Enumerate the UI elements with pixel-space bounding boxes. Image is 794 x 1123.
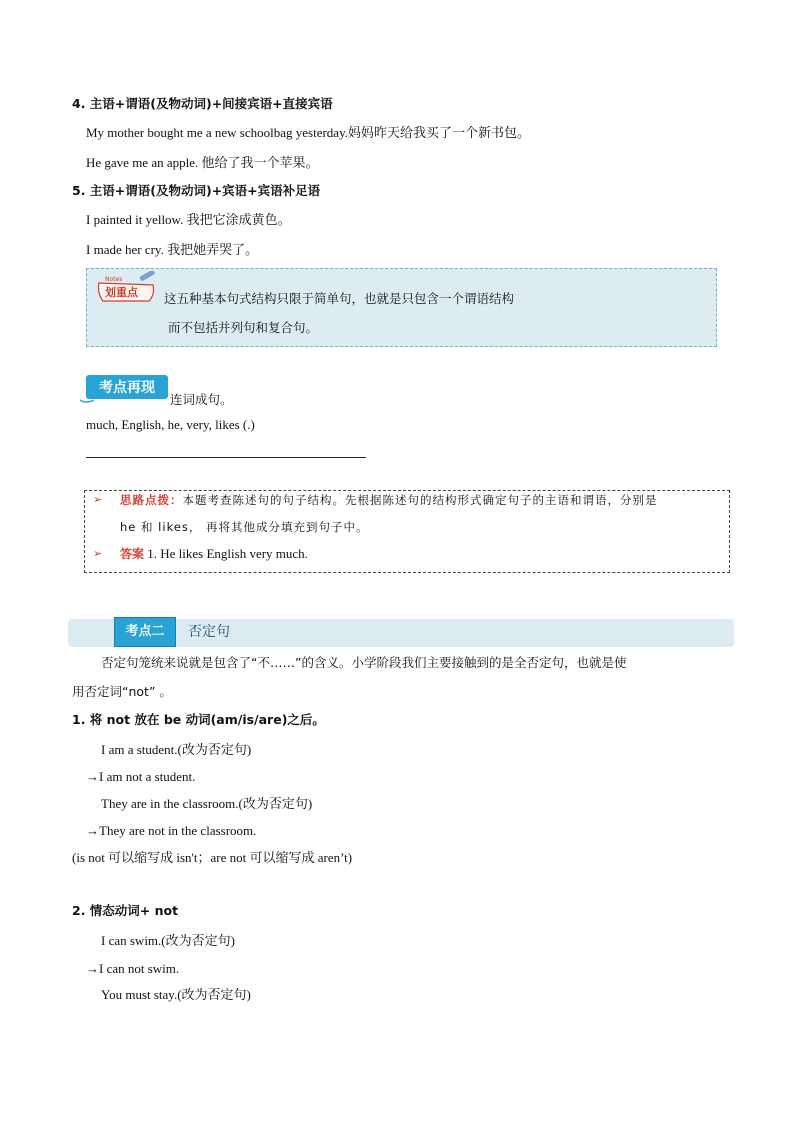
key-note-line-1: 这五种基本句式结构只限于简单句，也就是只包含一个谓语结构 (164, 291, 515, 306)
hint-line-1 (120, 492, 658, 508)
pattern5-example-2: I made her cry. 我把她弄哭了。 (86, 242, 259, 257)
rule1-answer-2: →They are not in the classroom. (86, 823, 257, 838)
rule1-note: (is not 可以缩写成 isn't；are not 可以缩写成 aren’t) (72, 850, 353, 865)
pattern4-example-2: He gave me an apple. 他给了我一个苹果。 (86, 155, 319, 170)
section-intro-1: 否定句笼统来说就是包含了“不……”的含义。小学阶段我们主要接触到的是全否定句，也就是使 (101, 655, 627, 670)
exercise-instruction: 连词成句。 (170, 392, 233, 407)
rule1-example-1: I am a student.(改为否定句) (101, 742, 252, 757)
rule2-answer-1: →I can not swim. (86, 961, 180, 976)
key-point-badge-small-text: Notes (105, 276, 123, 283)
answer-text: 1. He likes English very much. (147, 546, 308, 561)
rule2-example-2: You must stay.(改为否定句) (101, 987, 251, 1002)
key-point-badge-label: 划重点 (105, 286, 138, 299)
rule2-example-1: I can swim.(改为否定句) (101, 933, 235, 948)
hint-text-1: 本题考查陈述句的句子结构。先根据陈述句的结构形式确定句子的主语和谓语，分别是 (182, 493, 658, 507)
answer-label: 答案 (120, 547, 145, 561)
section-tag: 考点二 (114, 617, 176, 647)
exam-point-badge-label: 考点再现 (99, 380, 155, 396)
pattern4-heading: 4. 主语+谓语(及物动词)+间接宾语+直接宾语 (72, 96, 333, 111)
exercise-words: much, English, he, very, likes (.) (86, 417, 255, 432)
exam-point-badge-icon (78, 374, 170, 404)
rule1-heading: 1. 将 not 放在 be 动词(am/is/are)之后。 (72, 712, 325, 727)
answer-blank-line (86, 457, 366, 458)
answer-line (120, 545, 308, 563)
hint-text-2: he 和 likes， 再将其他成分填充到句子中。 (120, 520, 369, 534)
key-note-line-2: 而不包括并列句和复合句。 (168, 320, 319, 335)
answer-marker-icon: ➢ (93, 548, 103, 560)
pattern5-heading: 5. 主语+谓语(及物动词)+宾语+宾语补足语 (72, 183, 321, 198)
rule2-heading: 2. 情态动词+ not (72, 903, 179, 918)
pattern4-example-1: My mother bought me a new schoolbag yesterday.妈妈昨天给我买了一个新书包。 (86, 125, 530, 140)
rule1-example-2: They are in the classroom.(改为否定句) (101, 796, 313, 811)
section-intro-2: 用否定词“not” 。 (72, 684, 172, 699)
hint-label: 思路点拨： (120, 493, 183, 507)
rule1-answer-1: →I am not a student. (86, 769, 196, 784)
section-title: 否定句 (188, 624, 230, 640)
pattern5-example-1: I painted it yellow. 我把它涂成黄色。 (86, 212, 291, 227)
key-point-badge-icon (95, 271, 159, 305)
hint-marker-icon: ➢ (93, 494, 103, 506)
